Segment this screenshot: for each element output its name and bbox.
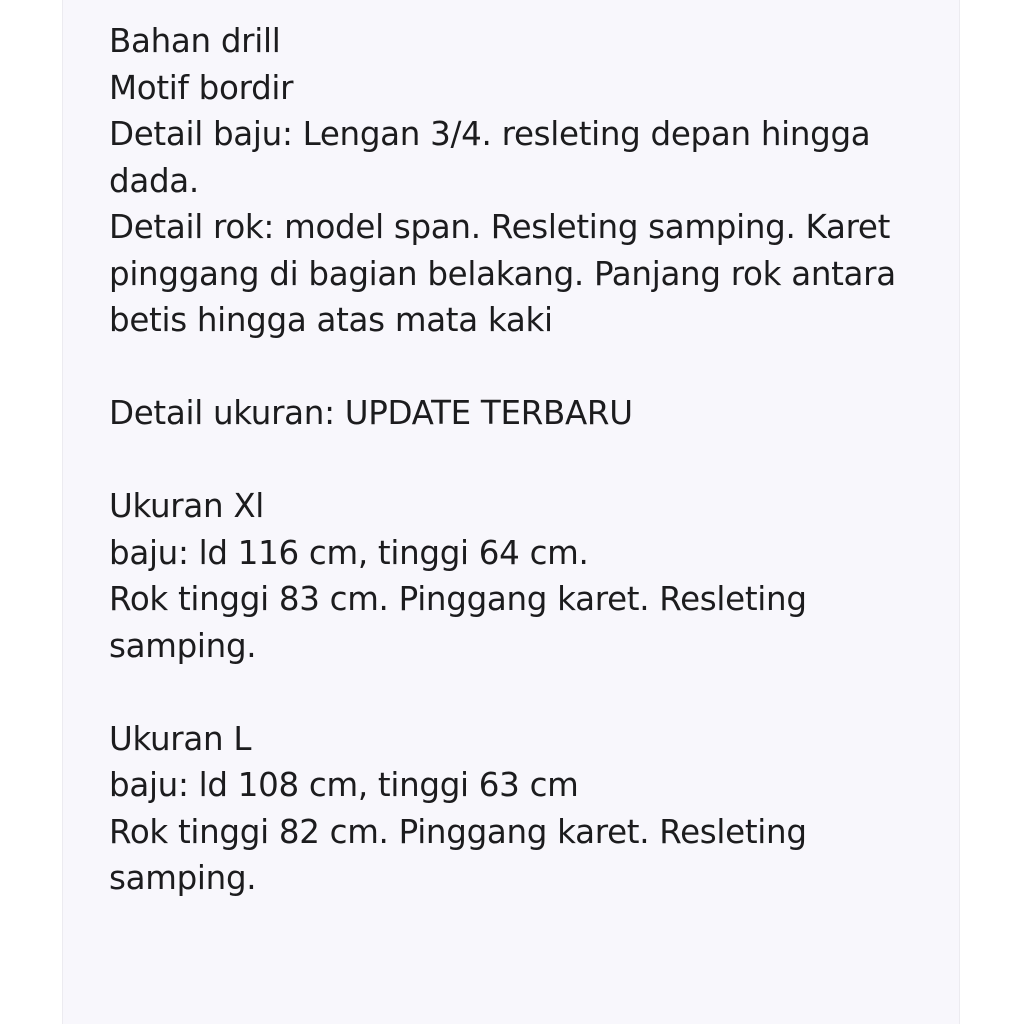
text-line: Rok tinggi 82 cm. Pinggang karet. Resleting	[109, 812, 807, 851]
text-line: Detail rok: model span. Resleting samping. Karet	[109, 208, 891, 246]
text-line: Ukuran Xl	[109, 487, 265, 525]
text-line: Detail ukuran: UPDATE TERBARU	[109, 394, 633, 432]
text-line: Bahan drill	[109, 22, 281, 60]
text-line: baju: ld 116 cm, tinggi 64 cm.	[109, 533, 589, 572]
text-line: samping.	[109, 626, 257, 665]
description-panel	[62, 0, 960, 1024]
text-line: Motif bordir	[109, 68, 294, 107]
text-line: samping.	[109, 859, 257, 897]
blank-line	[109, 669, 939, 716]
text-line: pinggang di bagian belakang. Panjang rok antara	[109, 254, 896, 293]
text-line: Rok tinggi 83 cm. Pinggang karet. Resleting	[109, 580, 807, 618]
text-line: Detail baju: Lengan 3/4. resleting depan hingga	[109, 115, 871, 153]
text-line: betis hingga atas mata kaki	[109, 301, 553, 339]
blank-line	[109, 437, 939, 484]
product-description-text	[109, 18, 939, 902]
text-line: dada.	[109, 161, 199, 200]
text-line: Ukuran L	[109, 719, 252, 758]
text-line: baju: ld 108 cm, tinggi 63 cm	[109, 766, 579, 804]
blank-line	[109, 344, 939, 391]
